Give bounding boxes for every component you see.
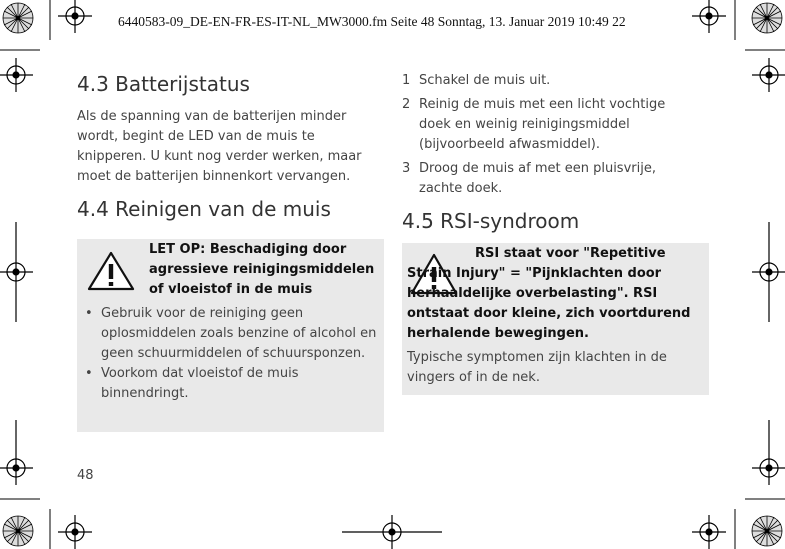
corner-starburst-icon [752,516,782,546]
registration-target-icon [58,0,92,33]
registration-target-icon [692,515,726,549]
print-header: 6440583-09_DE-EN-FR-ES-IT-NL_MW3000.fm Seite 48 Sonntag, 13. Januar 2019 10:49 22 [118,14,626,29]
registration-target-icon [0,420,33,485]
registration-target-icon [752,58,785,92]
step-item: 1 Schakel de muis uit. [402,73,551,88]
step-item: 3 Droog de muis af met een pluisvrije, zachte doek. [402,161,656,196]
corner-starburst-icon [752,3,782,33]
registration-target-icon [752,222,785,322]
section-4-5-title: 4.5 RSI-syndroom [402,209,580,233]
corner-starburst-icon [3,3,33,33]
registration-target-icon [0,58,33,92]
cleaning-warning-title: LET OP: Beschadiging door agressieve reinigingsmiddelen of vloeistof in de muis [149,242,375,297]
rsi-warning-body: Typische symptomen zijn klachten in de vingers of in de nek. [407,350,667,385]
bullet-item: • Gebruik voor de reiniging geen oplosmiddelen zoals benzine of alcohol en geen schuurmiddelen of schuursponzen. [85,306,377,361]
registration-target-icon [0,222,33,322]
bullet-item: • Voorkom dat vloeistof de muis binnendringt. [85,366,299,401]
section-4-3-body: Als de spanning van de batterijen minder wordt, begint de LED van de muis te knipperen. U kunt nog verder werken, maar moet de batterijen binnenkort vervangen. [77,109,362,184]
step-item: 2 Reinig de muis met een licht vochtige doek en weinig reinigingsmiddel (bijvoorbeeld afwasmiddel). [402,97,666,152]
registration-target-icon [58,515,92,549]
registration-target-icon [692,0,726,33]
section-4-4-title: 4.4 Reinigen van de muis [77,197,331,221]
bullet-dot: • [85,306,93,321]
rsi-warning-title: RSI staat voor "Repetitive Strain Injury" = "Pijnklachten door herhaaldelijke overbelasting". RSI ontstaat door kleine, zich voortdurend herhalende bewegingen. [407,246,691,341]
section-4-3-title: 4.3 Batterijstatus [77,72,250,96]
page-number: 48 [77,468,94,483]
registration-target-icon [752,420,785,485]
corner-starburst-icon [3,516,33,546]
registration-target-icon [342,515,442,549]
bullet-dot: • [85,366,93,381]
